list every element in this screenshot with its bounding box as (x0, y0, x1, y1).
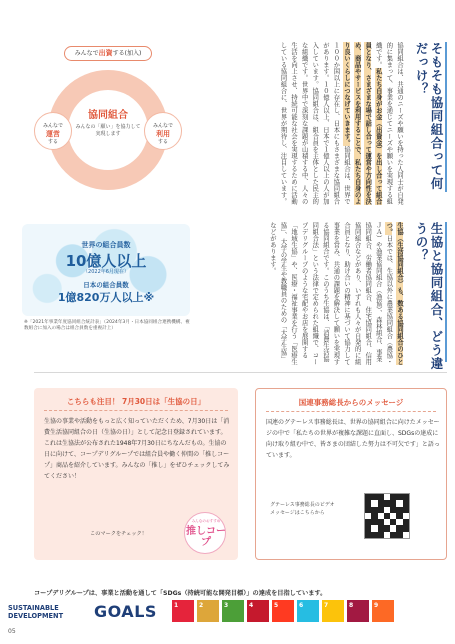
map-footnote: ※「2021年事業年度協同組合統計表」（2024年3月・日本協同組合連携機構、複数組合に加入の場合は組合員数を重複計上） (24, 320, 190, 331)
un-message-box (255, 388, 447, 560)
page-number: 05 (8, 628, 16, 635)
sdgs-logo (8, 602, 158, 624)
section1-title: そもそも協同組合って何だっけ？ (414, 42, 444, 191)
world-note: （2022年6月現在） (83, 269, 129, 275)
coop-illustration (34, 40, 182, 200)
operate-suffix: する (47, 139, 58, 145)
qr-module (403, 532, 409, 538)
sdgs-logo-text (8, 604, 63, 620)
un-message-title: 国連事務総長からのメッセージ (298, 398, 404, 407)
sdg-goal-8-icon: 8 (347, 600, 369, 622)
operate-prefix: みんなで (42, 123, 63, 129)
coop-day-title: こちらも注目！ 7月30日は「生協の日」 (66, 397, 206, 406)
section-divider (34, 372, 447, 373)
coop-day-rule (44, 410, 228, 411)
center-name: 協同組合 (88, 110, 128, 121)
section2-title: 生協と協同組合、どう違うの？ (414, 222, 444, 371)
world-label: 世界の組合員数 (81, 241, 131, 249)
section2-paragraph: 生協（生活協同組合）も、数ある協同組合のひとつ。 (385, 222, 403, 365)
qr-code[interactable] (364, 493, 410, 539)
section2-title-bar (445, 222, 447, 362)
sdg-goal-icons (172, 600, 452, 624)
use-strong: 利用 (156, 130, 170, 138)
oshi-badge-small: みんなのおすすめ (191, 519, 221, 523)
section1-paragraph: 協同組合は、共通のニーズや願いを持った人同士が自発的に集まって、事業を通じてニーズや願いを実現する組織です。 (374, 42, 403, 205)
sdg-goal-1-icon: 1 (172, 600, 194, 622)
section2-body (200, 222, 404, 366)
operate-bubble (34, 112, 72, 150)
invest-suffix: する(加入) (112, 50, 142, 57)
sdgs-logo-line2: DEVELOPMENT (8, 612, 64, 620)
section1-paragraph: 協同組合は、世界で１００か国以上に存在し、日本にもさまざまな協同組合があります。１０億人以上、日本で１億人以上の人が加入しています。 (311, 42, 351, 205)
sdg-goal-3-icon: 3 (222, 600, 244, 622)
coop-day-body: 生協の事業や活動をもっと広く知っていただくため、7月30日は「消費生活協同組合の日（生協の日）」として記念日登録されています。これは生協法が公布された1948年7月30日にちなんだもの。生協の日に向けて、コープデリグループでは組合員や働く仲間の「推しコープ」商品を紹介しています。みんなの「推し」をぜひチェックしてみてください！ (44, 418, 230, 480)
sdg-goal-4-icon: 4 (247, 600, 269, 622)
invest-prefix: みんなで (74, 50, 99, 57)
use-bubble (144, 112, 182, 150)
sdgs-logo-goals: GOALS (94, 602, 157, 621)
sdgs-statement: コープデリグループは、事業と活動を通して「SDGs（持続可能な開発目標）」の達成を目指しています。 (34, 590, 327, 597)
section1-paragraph: 協同組合は、組合員を主体とした民主的な組織です。世界中で深刻な課題が山積する中、人々の生活を向上させ、持続可能な社会を実現するために活動している協同組合に、世界が期待し、注目しています。 (279, 42, 319, 205)
coop-day-box (34, 388, 238, 560)
invest-strong: 出資 (98, 49, 113, 57)
use-suffix: する (157, 139, 168, 145)
operate-strong: 運営 (46, 130, 60, 138)
sdg-goal-9-icon: 9 (372, 600, 394, 622)
sdg-goal-5-icon: 5 (272, 600, 294, 622)
section2-paragraph: 日本では、生協以外に農業協同組合（農協・ＪＡ）や漁業協同組合（漁協）、森林組合、事業協同組合、労働者協同組合、住宅協同組合、信用協同組合などがあり、いずれも人々が自発的に組合員となり、助け合いの精神に基づいて協力して事業を営み、共通の課題を解決して願いを実現する協同組合です。 (321, 222, 393, 365)
sdg-goal-2-icon: 2 (197, 600, 219, 622)
un-message-rule (266, 411, 436, 412)
sdgs-logo-line1: SUSTAINABLE (8, 604, 59, 612)
oshi-badge-text: 推しコープ (186, 526, 226, 548)
coop-day-footer: このマークをチェック！ (90, 531, 147, 537)
section1-title-bar (445, 42, 447, 192)
qr-label: グテーレス事務総長のビデオメッセージはこちらから (270, 502, 335, 516)
center-sub: みんなの「願い」を協力して実現します (75, 124, 141, 137)
world-value: 10億人以上 (65, 252, 147, 270)
use-prefix: みんなで (152, 123, 173, 129)
un-message-body: 国連のグテーレス事務総長は、世界の協同組合に向けたメッセージの中で「私たちの世界が複雑な課題に直面し、SDGsの達成に向け取り組む中で、皆さまの団結した努力は不可欠です」と語っています。 (266, 419, 440, 459)
japan-value: 1億820万人以上※ (57, 291, 155, 304)
section2-paragraph: このうち生協は、「消費生活協同組合法」という法律で定められた組織で、コープデリグループのような宅配やお店を展開する「地域生協」や、医療・福祉事業を行う「医療生協」、大学の学生や教職員のための「大学生協」などがあります。 (268, 222, 329, 365)
section1-body (192, 42, 404, 210)
section1-paragraph: 私たち自身がお金（出資金）を出し合って組合員となり、さまざまな場で話し合って運営や方向性を決め、商品やサービスを利用することで、私たち自身のより良いくらしにつなげていきます。 (343, 42, 382, 205)
japan-label: 日本の組合員数 (83, 281, 129, 289)
member-count-map (22, 224, 190, 334)
sdg-goal-7-icon: 7 (322, 600, 344, 622)
invest-pill (64, 46, 152, 61)
sdg-goal-6-icon: 6 (297, 600, 319, 622)
oshi-coop-badge (184, 512, 226, 554)
